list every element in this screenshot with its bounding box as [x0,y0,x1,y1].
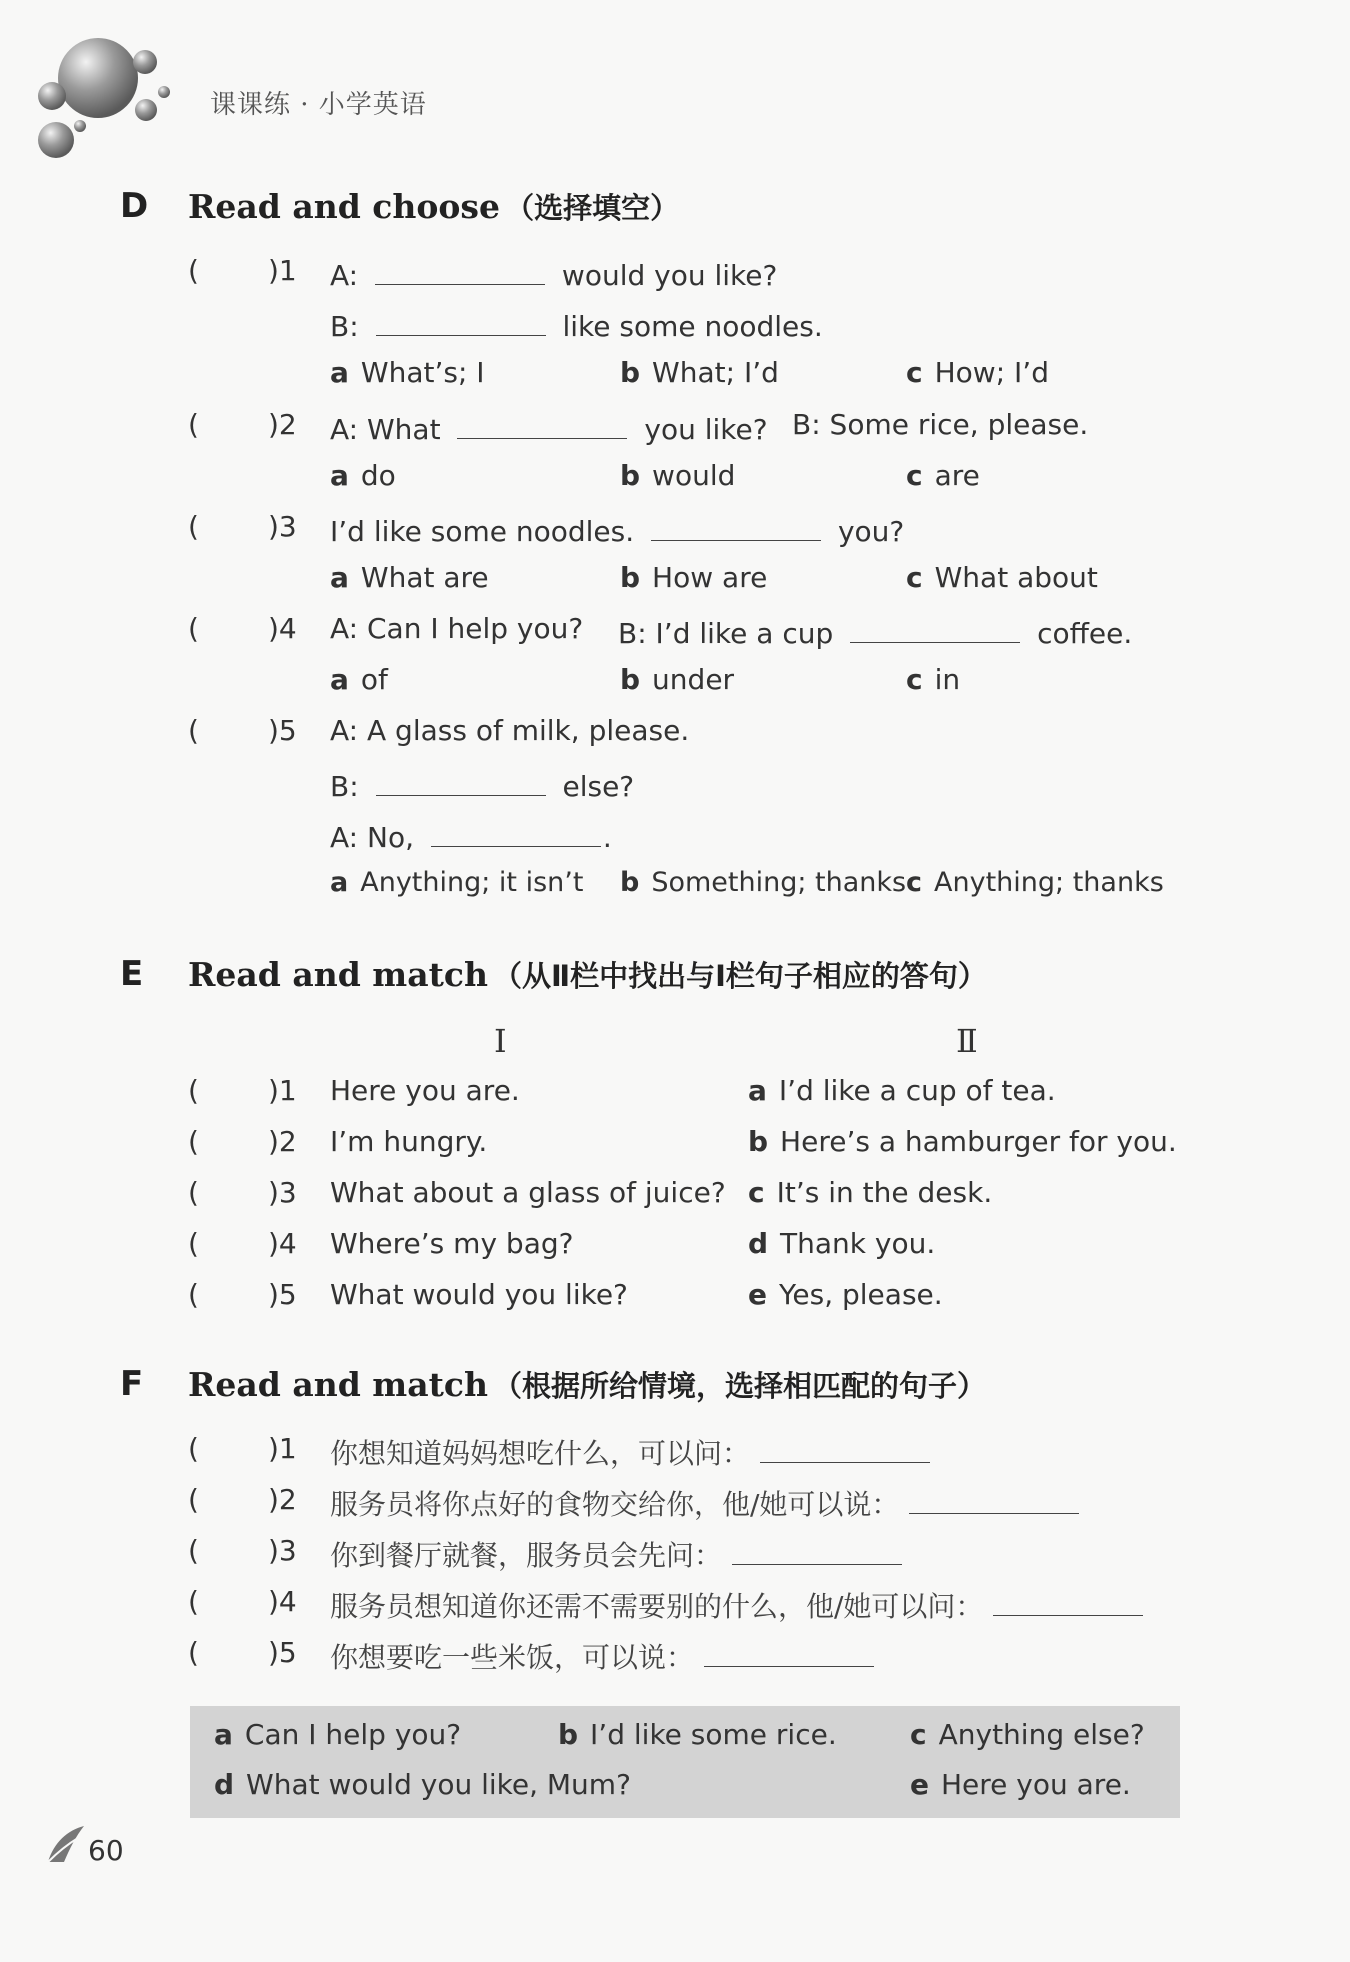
e2-number: )2 [268,1125,297,1158]
box-option-a [214,1718,461,1751]
option-text: Thank you. [780,1227,936,1260]
option-text: Anything else? [938,1718,1145,1751]
option-letter: e [748,1278,767,1311]
e-answer-e [748,1278,943,1311]
option-letter: c [906,663,923,696]
e4-paren-open: ( [188,1227,199,1260]
section-d-subtitle: （选择填空） [505,191,680,225]
d3-option-b [620,561,767,594]
section-d-letter: D [120,186,149,226]
d3-option-a [330,561,489,594]
option-letter: c [906,867,923,898]
f2-question [330,1483,1079,1523]
d3-option-c [906,561,1098,594]
d4-paren-open: ( [188,612,199,645]
box-option-e [910,1768,1131,1801]
option-text: How are [652,561,768,594]
e4-number: )4 [268,1227,297,1260]
d4-option-b [620,663,734,696]
option-text: Can I help you? [244,1718,462,1751]
d5-option-c [906,867,1164,898]
d5-option-a [330,867,583,898]
option-text: of [360,663,388,696]
box-option-c [910,1718,1145,1751]
option-text: Yes, please. [779,1278,943,1311]
e-answer-d [748,1227,935,1260]
f5-paren-open: ( [188,1636,199,1669]
option-letter: e [910,1768,929,1801]
d1-line-a [330,254,777,292]
section-e-letter: E [120,954,144,994]
option-letter: a [330,459,349,492]
e4-text: Where’s my bag? [330,1227,574,1260]
option-text: Anything; it isn’t [360,867,584,898]
f1-blank[interactable] [760,1432,930,1463]
f1-text: 你想知道妈妈想吃什么，可以问： [330,1437,751,1470]
e-answer-b [748,1125,1177,1158]
f4-question [330,1585,1143,1625]
d2-text-pre: A: What [330,413,441,446]
section-f-letter: F [120,1364,144,1404]
f5-number: )5 [268,1636,297,1669]
option-letter: a [330,867,349,898]
option-letter: a [214,1718,233,1751]
option-letter: c [748,1176,765,1209]
f3-text: 你到餐厅就餐，服务员会先问： [330,1539,723,1572]
d2-answer: B: Some rice, please. [792,408,1089,441]
d2-blank[interactable] [457,408,627,439]
d3-text-post: you? [837,515,905,548]
option-letter: b [558,1718,579,1751]
option-letter: c [906,459,923,492]
d2-number: )2 [268,408,297,441]
f2-number: )2 [268,1483,297,1516]
e3-text: What about a glass of juice? [330,1176,726,1209]
d4-answer [618,612,1132,650]
f3-question [330,1534,902,1574]
option-text: Here’s a hamburger for you. [780,1125,1177,1158]
option-text: What would you like, Mum? [246,1768,631,1801]
option-letter: c [906,561,923,594]
e1-text: Here you are. [330,1074,520,1107]
d1-speaker-b: B: [330,310,359,343]
e1-number: )1 [268,1074,297,1107]
e2-text: I’m hungry. [330,1125,488,1158]
f3-number: )3 [268,1534,297,1567]
d4-option-a [330,663,388,696]
d5-text-2: else? [562,770,635,803]
option-text: I’d like a cup of tea. [778,1074,1056,1107]
option-letter: b [620,356,641,389]
option-text: under [652,663,735,696]
d3-question [330,510,904,548]
d1-paren-open: ( [188,254,199,287]
d3-text-pre: I’d like some noodles. [330,515,635,548]
option-text: are [934,459,980,492]
f5-question [330,1636,874,1676]
option-text: Here you are. [941,1768,1131,1801]
d1-speaker-a: A: [330,259,359,292]
option-text: What’s; I [360,356,485,389]
section-f-heading [188,1364,986,1405]
d4-option-c [906,663,960,696]
d5-line-2 [330,765,634,803]
option-text: Anything; thanks [934,867,1164,898]
d1-line-b [330,305,823,343]
section-f-subtitle: （根据所给情境，选择相匹配的句子） [493,1369,987,1403]
d3-paren-open: ( [188,510,199,543]
d1-option-a [330,356,485,389]
d5-number: )5 [268,714,297,747]
option-letter: c [906,356,923,389]
e3-paren-open: ( [188,1176,199,1209]
section-e-heading [188,954,987,995]
e-answer-a [748,1074,1056,1107]
d5-text-3-pre: A: No, [330,821,414,854]
option-text: would [652,459,736,492]
d1-blank-2[interactable] [376,305,546,336]
d2-option-c [906,459,980,492]
d2-option-b [620,459,735,492]
option-text: do [360,459,396,492]
column-i-heading: Ⅰ [494,1022,507,1060]
e1-paren-open: ( [188,1074,199,1107]
e3-number: )3 [268,1176,297,1209]
e-answer-c [748,1176,992,1209]
d1-blank-1[interactable] [375,254,545,285]
option-text: What; I’d [652,356,779,389]
option-letter: b [748,1125,769,1158]
d4-text-post: coffee. [1037,617,1133,650]
d1-text-b: like some noodles. [562,310,823,343]
option-letter: a [330,356,349,389]
d4-blank[interactable] [850,612,1020,643]
f1-question [330,1432,930,1472]
d5-line-1: A: A glass of milk, please. [330,714,690,747]
option-text: What about [934,561,1098,594]
d4-question: A: Can I help you? [330,612,584,645]
d4-number: )4 [268,612,297,645]
d1-text-a: would you like? [561,259,778,292]
option-text: in [934,663,961,696]
option-letter: b [620,561,641,594]
e5-text: What would you like? [330,1278,628,1311]
option-letter: a [330,663,349,696]
option-letter: b [620,867,640,898]
f4-blank[interactable] [993,1585,1143,1616]
page-number: 60 [88,1834,124,1867]
d1-number: )1 [268,254,297,287]
d1-option-c [906,356,1049,389]
f4-number: )4 [268,1585,297,1618]
option-letter: b [620,459,641,492]
f1-paren-open: ( [188,1432,199,1465]
box-option-d [214,1768,631,1801]
f4-paren-open: ( [188,1585,199,1618]
option-text: Something; thanks [651,867,907,898]
section-d-heading [188,186,679,227]
d5-text-3-post: . [602,821,612,854]
f3-paren-open: ( [188,1534,199,1567]
d3-blank[interactable] [651,510,821,541]
f2-blank[interactable] [909,1483,1079,1514]
bubbles-logo-icon [28,28,178,168]
d3-number: )3 [268,510,297,543]
f3-blank[interactable] [732,1534,902,1565]
option-letter: d [214,1768,235,1801]
d1-option-b [620,356,779,389]
option-text: What are [360,561,489,594]
d5-blank-2[interactable] [431,816,601,847]
d5-option-b [620,867,906,898]
f4-text: 服务员想知道你还需不需要别的什么，他/她可以问： [330,1590,984,1623]
d5-paren-open: ( [188,714,199,747]
box-option-b [558,1718,837,1751]
column-ii-heading: Ⅱ [956,1022,978,1060]
section-f-title: Read and match [188,1365,488,1404]
option-letter: a [748,1074,767,1107]
d4-text-mid: B: I’d like a cup [618,617,834,650]
option-letter: a [330,561,349,594]
section-e-subtitle: （从Ⅱ栏中找出与Ⅰ栏句子相应的答句） [493,959,987,993]
option-text: How; I’d [934,356,1049,389]
d2-text-post: you like? [644,413,768,446]
option-text: It’s in the desk. [776,1176,993,1209]
header-title: 课课练 · 小学英语 [210,90,427,120]
d5-line-3 [330,816,612,854]
f5-text: 你想要吃一些米饭，可以说： [330,1641,695,1674]
e5-paren-open: ( [188,1278,199,1311]
leaf-icon [44,1822,88,1866]
option-letter: d [748,1227,769,1260]
d5-blank-1[interactable] [376,765,546,796]
f5-blank[interactable] [704,1636,874,1667]
f2-paren-open: ( [188,1483,199,1516]
f2-text: 服务员将你点好的食物交给你，他/她可以说： [330,1488,900,1521]
section-d-title: Read and choose [188,187,500,226]
d5-speaker-b: B: [330,770,359,803]
d2-question [330,408,768,446]
d2-option-a [330,459,396,492]
option-letter: c [910,1718,927,1751]
e2-paren-open: ( [188,1125,199,1158]
f1-number: )1 [268,1432,297,1465]
option-letter: b [620,663,641,696]
option-text: I’d like some rice. [590,1718,837,1751]
e5-number: )5 [268,1278,297,1311]
d2-paren-open: ( [188,408,199,441]
section-e-title: Read and match [188,955,488,994]
